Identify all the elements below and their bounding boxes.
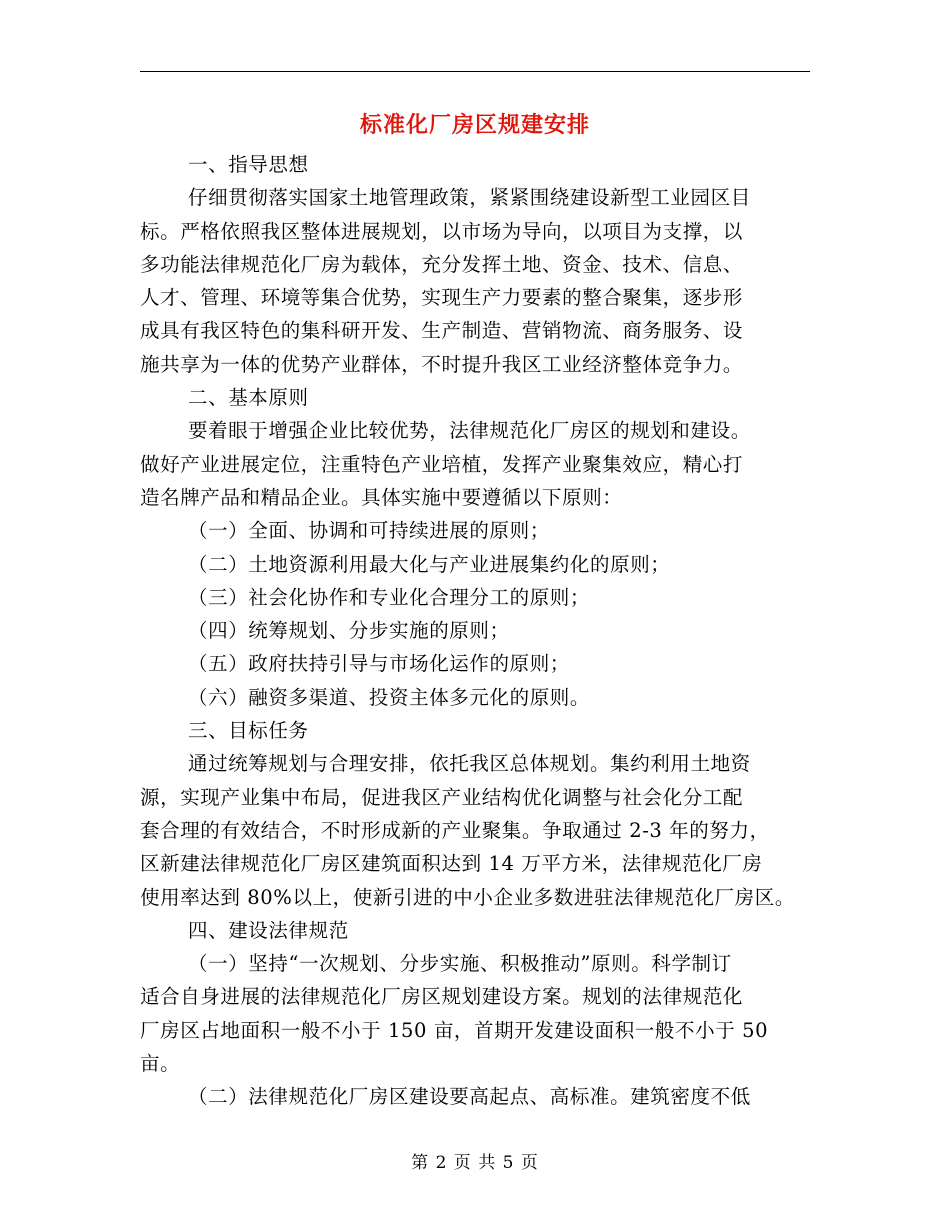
paragraph-line: 仔细贯彻落实国家土地管理政策，紧紧围绕建设新型工业园区目 <box>188 186 751 210</box>
header-rule <box>140 71 810 72</box>
paragraph-line: 人才、管理、环境等集合优势，实现生产力要素的整合聚集，逐步形 <box>140 286 744 310</box>
document-body <box>140 148 810 1114</box>
paragraph-line: 区新建法律规范化厂房区建筑面积达到 14 万平方米，法律规范化厂房 <box>140 852 763 876</box>
paragraph-line: 源，实现产业集中布局，促进我区产业结构优化调整与社会化分工配 <box>140 785 744 809</box>
principle-item-1: （一）全面、协调和可持续进展的原则； <box>188 519 550 543</box>
page-number: 第 2 页 共 5 页 <box>411 1153 539 1173</box>
paragraph-line: 通过统筹规划与合理安排，依托我区总体规划。集约利用土地资 <box>188 752 751 776</box>
document-title: 标准化厂房区规建安排 <box>359 112 590 138</box>
paragraph-line: 套合理的有效结合，不时形成新的产业聚集。争取通过 2-3 年的努力， <box>140 818 770 842</box>
principle-item-4: （四）统筹规划、分步实施的原则； <box>188 619 510 643</box>
paragraph-line: 使用率达到 80%以上，使新引进的中小企业多数进驻法律规范化厂房区。 <box>140 885 795 909</box>
section-heading-2: 二、基本原则 <box>188 386 309 410</box>
principle-item-2: （二）土地资源利用最大化与产业进展集约化的原则； <box>188 552 671 576</box>
paragraph-line: 施共享为一体的优势产业群体，不时提升我区工业经济整体竞争力。 <box>140 352 744 376</box>
section-heading-3: 三、目标任务 <box>188 719 309 743</box>
paragraph-line: 成具有我区特色的集科研开发、生产制造、营销物流、商务服务、设 <box>140 319 744 343</box>
principle-item-6: （六）融资多渠道、投资主体多元化的原则。 <box>188 685 591 709</box>
paragraph-line: （一）坚持“一次规划、分步实施、积极推动”原则。科学制订 <box>188 952 732 976</box>
paragraph-line: （二）法律规范化厂房区建设要高起点、高标准。建筑密度不低 <box>188 1085 751 1109</box>
paragraph-line: 亩。 <box>140 1052 181 1076</box>
paragraph-line: 厂房区占地面积一般不小于 150 亩，首期开发建设面积一般不小于 50 <box>140 1018 769 1042</box>
paragraph-line: 标。严格依照我区整体进展规划，以市场为导向，以项目为支撑，以 <box>140 219 744 243</box>
paragraph-line: 适合自身进展的法律规范化厂房区规划建设方案。规划的法律规范化 <box>140 985 744 1009</box>
paragraph-line: 要着眼于增强企业比较优势，法律规范化厂房区的规划和建设。 <box>188 419 751 443</box>
section-heading-4: 四、建设法律规范 <box>188 918 349 942</box>
principle-item-5: （五）政府扶持引导与市场化运作的原则； <box>188 652 570 676</box>
paragraph-line: 做好产业进展定位，注重特色产业培植，发挥产业聚集效应，精心打 <box>140 452 744 476</box>
section-heading-1: 一、指导思想 <box>188 153 309 176</box>
principle-item-3: （三）社会化协作和专业化合理分工的原则； <box>188 585 591 609</box>
paragraph-line: 造名牌产品和精品企业。具体实施中要遵循以下原则： <box>140 485 623 509</box>
paragraph-line: 多功能法律规范化厂房为载体，充分发挥土地、资金、技术、信息、 <box>140 252 744 276</box>
